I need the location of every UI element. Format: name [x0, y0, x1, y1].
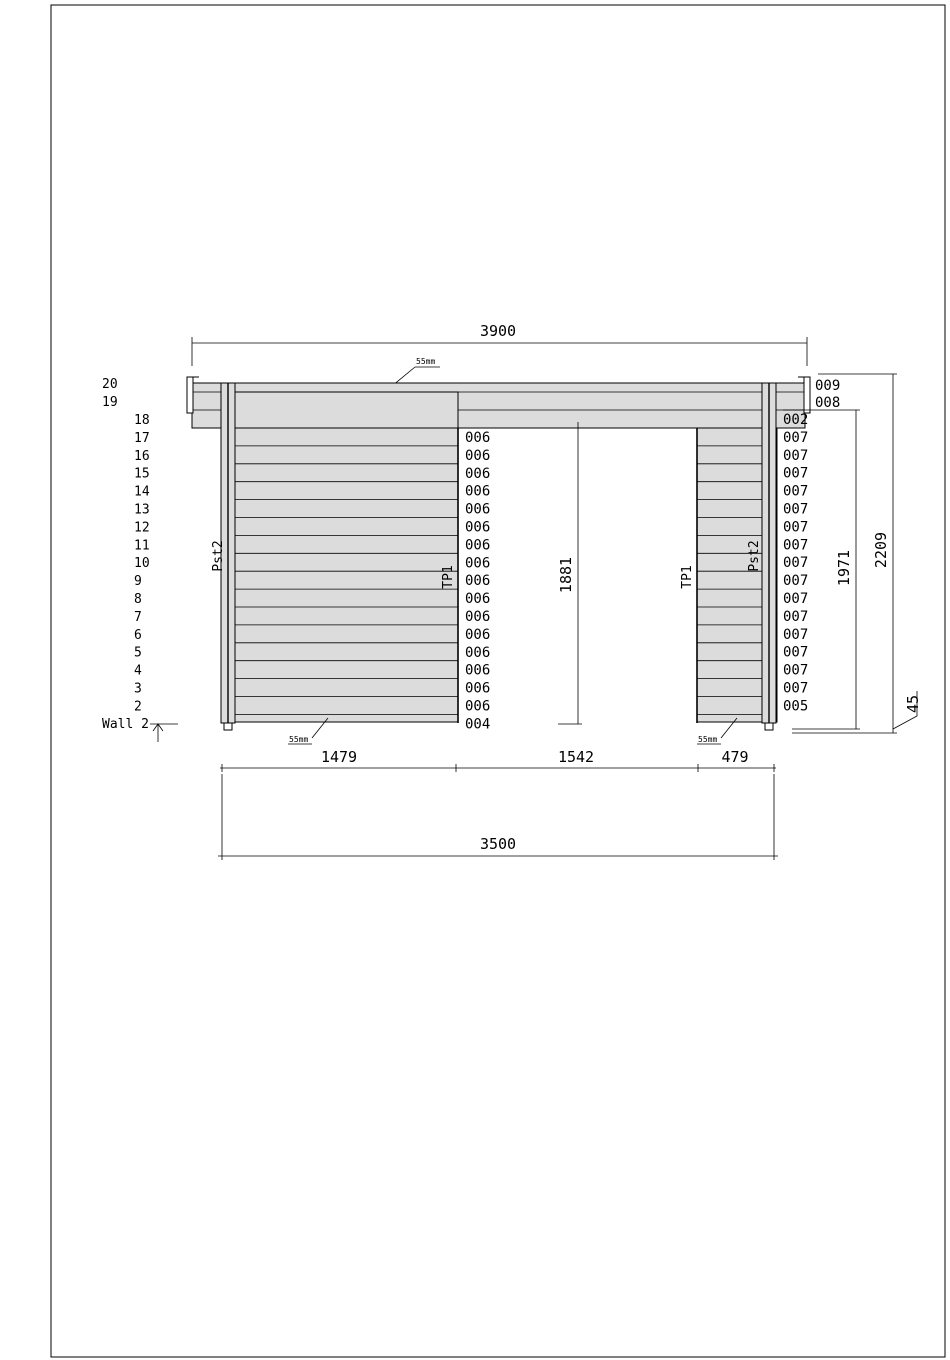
- row-number-20: 20: [102, 377, 118, 392]
- left-panel-code: 006: [465, 662, 491, 679]
- right-panel-code: 007: [783, 662, 809, 679]
- left-panel-code: 006: [465, 430, 491, 446]
- left-panel-code: 006: [465, 644, 491, 661]
- dimension-1971-label: 1971: [835, 549, 853, 587]
- left-panel-code: 006: [465, 626, 491, 643]
- left-panel-code: 006: [465, 680, 491, 697]
- row-numbers: [134, 413, 150, 714]
- post-label-left: Pst2: [211, 540, 226, 572]
- row-number: 16: [134, 448, 150, 464]
- right-panel-code: 007: [783, 644, 809, 661]
- right-panel-code: 007: [783, 680, 809, 697]
- row-number: 13: [134, 502, 150, 518]
- row-number: 14: [134, 484, 150, 500]
- right-panel-code: 007: [783, 608, 809, 625]
- dimension-45-label: 45: [904, 694, 922, 714]
- dimension-3900: [192, 337, 807, 366]
- dimension-2209-label: 2209: [872, 531, 890, 569]
- left-panel-code: 006: [465, 698, 491, 715]
- left-panel-code: 006: [465, 465, 491, 482]
- right-panel-code: 007: [783, 501, 809, 518]
- dimension-1479-label: 1479: [320, 748, 358, 766]
- right-panel-code: 005: [783, 698, 809, 715]
- left-panel-code: 006: [465, 483, 491, 500]
- row-number-19: 19: [102, 395, 118, 410]
- left-panel-code: 006: [465, 447, 491, 464]
- log-thickness-right: 55mm: [698, 735, 718, 744]
- tp-label-left: TP1: [441, 565, 456, 589]
- row-number: 9: [134, 574, 142, 590]
- right-panel-code: 007: [783, 591, 809, 607]
- row-number: 12: [134, 520, 150, 536]
- right-panel-code: 007: [783, 429, 809, 446]
- left-panel-code: 006: [465, 591, 491, 608]
- wall-label: Wall 2: [102, 717, 149, 732]
- row-number: 10: [134, 556, 150, 572]
- left-panel-code: 006: [465, 519, 491, 536]
- tp-label-right: TP1: [680, 565, 695, 589]
- dimension-1881-label: 1881: [557, 556, 575, 594]
- right-panel-code: 007: [783, 573, 809, 590]
- left-wall-panel: [222, 392, 458, 722]
- right-panel-code: 007: [783, 537, 809, 554]
- dimension-chain-bottom: [220, 764, 776, 772]
- row-number: 5: [134, 645, 142, 661]
- row-number: 4: [134, 663, 142, 679]
- left-panel-codes: [465, 430, 490, 732]
- left-panel-code: 006: [465, 555, 491, 572]
- right-post: [762, 383, 776, 730]
- right-panel-code: 007: [783, 555, 809, 572]
- row-number: 15: [134, 466, 150, 482]
- left-panel-code: 006: [465, 501, 491, 518]
- dimension-1542-label: 1542: [557, 748, 595, 766]
- right-panel-code: 007: [783, 447, 809, 464]
- left-panel-code: 006: [465, 537, 491, 554]
- dimension-3500-label: 3500: [479, 835, 517, 853]
- left-panel-code: 004: [465, 716, 491, 733]
- beam-code-20: 009: [815, 378, 841, 394]
- log-thickness-left: 55mm: [289, 735, 309, 744]
- row-number: 3: [134, 681, 142, 697]
- row-number: 2: [134, 699, 142, 715]
- row-number: 6: [134, 627, 142, 643]
- row-number: 8: [134, 592, 142, 607]
- right-panel-code: 007: [783, 519, 809, 536]
- right-panel-code: 007: [783, 483, 809, 500]
- dimension-3900-label: 3900: [479, 322, 517, 340]
- right-panel-code: 007: [783, 465, 809, 482]
- row-number: 18: [134, 413, 150, 428]
- beam-code-19: 008: [815, 395, 841, 411]
- log-thickness-top: 55mm: [416, 357, 436, 366]
- right-panel-code: 002: [783, 412, 809, 428]
- row-number: 17: [134, 430, 150, 446]
- row-number: 11: [134, 538, 150, 554]
- wall-arrow-icon: [150, 724, 178, 742]
- right-panel-code: 007: [783, 626, 809, 643]
- post-label-right: Pst2: [747, 540, 762, 572]
- sheet-border: [51, 5, 945, 1357]
- right-panel-codes: [783, 412, 808, 714]
- left-panel-code: 006: [465, 573, 491, 590]
- dimension-479-label: 479: [721, 748, 749, 766]
- row-number: 7: [134, 609, 142, 625]
- left-panel-code: 006: [465, 609, 491, 625]
